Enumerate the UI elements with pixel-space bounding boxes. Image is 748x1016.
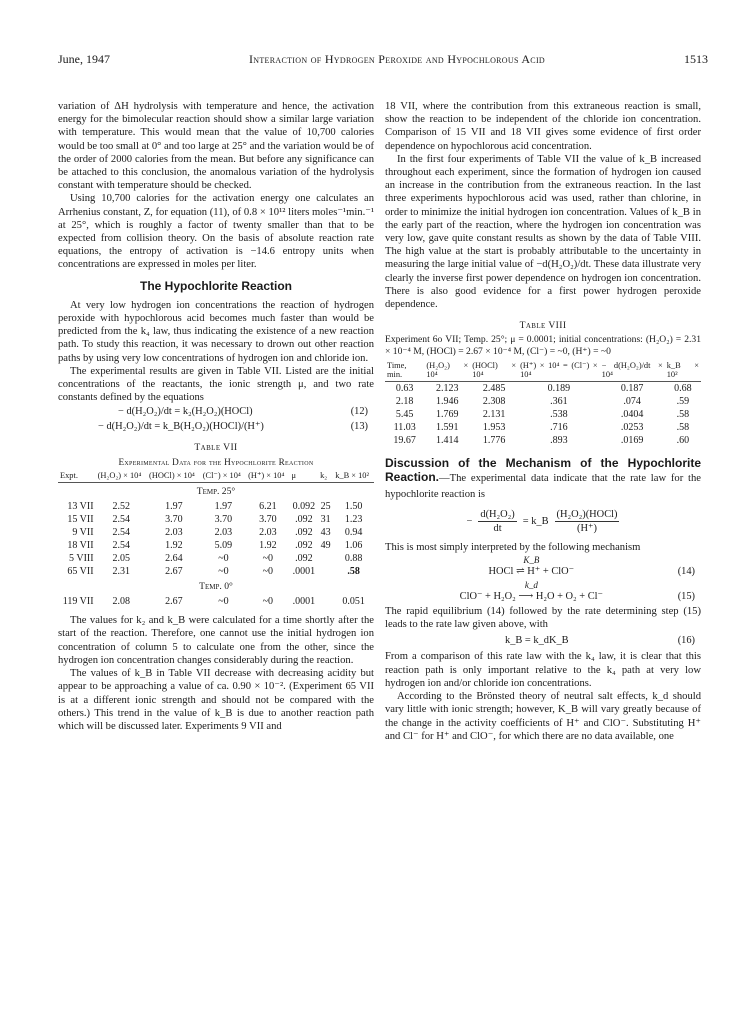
table-cell: .092 — [295, 514, 313, 526]
table-cell: 6.21 — [259, 501, 277, 513]
table-cell: 18 VII — [67, 540, 94, 552]
table-header: μ — [290, 471, 319, 483]
table-group-label: Temp. 0° — [199, 581, 233, 593]
table-cell: .092 — [295, 540, 313, 552]
discussion-heading — [385, 456, 701, 502]
table-cell: .0404 — [620, 408, 644, 420]
table-cell: 2.54 — [112, 514, 131, 526]
table-cell — [318, 565, 333, 578]
table-header: (Cl⁻) × 10⁴ — [201, 471, 246, 483]
paragraph: According to the Brönsted theory of neutral salt effects, k_d should vary little with ionic strength; however, K_B will vary greatly because of the change in the activity coefficients of H⁺ and ClO⁻. Substituting H⁺ and Cl⁻ for H⁺ and ClO⁻, for which there are no data available, one — [385, 691, 701, 742]
table-header: (H₂O₂) × 10⁴ — [424, 361, 470, 382]
paragraph: At very low hydrogen ion concentrations the reaction of hydrogen peroxide with hypochlorous acid becomes much faster than would be predicted from the k₄ law, thus indicating the existence of a new reaction path. To study this reaction, it was necessary to drown out other reaction paths by using very low concentrations of hydrogen ion and chloride ion. — [58, 299, 374, 364]
table-cell: 1.06 — [344, 540, 363, 552]
table-cell: 3.70 — [214, 514, 233, 526]
table-row — [385, 408, 701, 421]
table-cell: .893 — [550, 434, 568, 446]
table-cell: ~0 — [218, 553, 229, 565]
table-cell: 1.776 — [482, 434, 506, 446]
table-cell: .59 — [676, 395, 690, 407]
table-header: − d(H₂O₂)/dt × 10⁴ — [600, 361, 665, 382]
table-row — [58, 539, 374, 552]
table-cell: .074 — [623, 395, 641, 407]
table-header: k₂ — [318, 471, 333, 483]
table-cell: 5 VIII — [69, 553, 94, 565]
table-cell: 43 — [320, 527, 331, 539]
table-cell: 0.88 — [344, 553, 363, 565]
table-cell: 65 VII — [67, 566, 94, 578]
paragraph: 18 VII, where the contribution from this extraneous reaction is small, show the reaction to be independent of the chloride ion concentration. Comparison of 15 VII and 18 VII gives some evidence of first order dependence on hypochlorous acid concentration. — [385, 101, 701, 152]
paragraph: The values of k_B in Table VII decrease with decreasing acidity but appear to be approaching a value of ca. 0.90 × 10⁻². (Experiment 65 VII is at a different ionic strength and should not be compared with the others.) This trend in the value of k_B is due to another reaction path which will be discussed later. Experiments 9 VII and — [58, 668, 374, 732]
table-row — [58, 513, 374, 526]
equation-body: − d(H₂O₂)/dt = k_B(H₂O₂)(HOCl)/(H⁺) — [98, 420, 264, 432]
table-cell: 0.189 — [547, 382, 571, 394]
table-cell: 19.67 — [393, 434, 416, 446]
table-cell: 2.03 — [259, 527, 277, 539]
minus-sign: − — [466, 515, 473, 527]
equation-number: (16) — [677, 635, 695, 647]
table-cell: 2.485 — [482, 382, 506, 394]
equation-body — [385, 556, 678, 578]
table-cell: 2.08 — [112, 596, 131, 608]
table-cell: 2.31 — [112, 566, 131, 578]
table-cell: .58 — [676, 408, 690, 420]
equation-13 — [58, 420, 374, 433]
table-cell: 2.54 — [112, 527, 131, 539]
table-cell: 2.52 — [112, 501, 131, 513]
table-cell: 2.54 — [112, 540, 131, 552]
paragraph: The experimental results are given in Table VII. Listed are the initial concentrations of the reactants, the ionic strength μ, and two rate constants defined by the equations — [58, 365, 374, 404]
table-7-subcaption: Experimental Data for the Hypochlorite Reaction — [118, 457, 314, 468]
table-8 — [385, 361, 701, 447]
equation-body — [385, 581, 678, 603]
equation-body: − d(H₂O₂)/dt = k₂(H₂O₂)(HOCl) — [118, 406, 253, 418]
table-cell: 5.09 — [214, 540, 233, 552]
table-row — [58, 526, 374, 539]
table-cell — [318, 552, 333, 565]
section-heading: The Hypochlorite Reaction — [139, 278, 293, 293]
table-cell: .0001 — [292, 596, 316, 608]
table-cell: .092 — [295, 553, 313, 565]
table-row — [58, 595, 374, 608]
equation-text: HOCl ⇌ H⁺ + ClO⁻ — [488, 566, 575, 578]
table-row — [385, 421, 701, 434]
table-cell: 2.03 — [165, 527, 183, 539]
table-cell: ~0 — [218, 566, 229, 578]
table-8-note: Experiment 6o VII; Temp. 25°; μ = 0.0001; initial concentrations: (H₂O₂) = 2.31 × 10⁻⁴ M, (HOCl) = 2.67 × 10⁻⁴ M, (Cl⁻) = ~0, (H⁺) = ~0 — [385, 334, 701, 357]
table-cell: 5.45 — [395, 408, 414, 420]
table-header: (H₂O₂) × 10⁴ — [96, 471, 147, 483]
table-header: Time, min. — [385, 361, 424, 382]
rate-constant: = k_B — [522, 515, 549, 527]
numerator: (H₂O₂)(HOCl) — [555, 508, 620, 522]
table-cell: 1.97 — [165, 501, 183, 513]
equation-number: (12) — [350, 406, 368, 418]
table-7-body-25 — [58, 483, 374, 579]
table-cell: 1.23 — [344, 514, 363, 526]
table-cell: 25 — [320, 501, 331, 513]
paragraph: In the first four experiments of Table VII the value of k_B increased throughout each experiment, since the formation of hydrogen ion caused an increase in the contribution from the extraneous reaction. In the last three experiments hypochlorous acid was used, rather than chlorine, in order to minimize the initial hydrogen ion concentration. Values of k_B in the early part of the reaction, where the hydrogen ion concentration was very low, gave quite constant results as shown by the data of Table VIII. The high value at the start is probably attributable to the uncertainty in measuring the large initial value of −d(H₂O₂)/dt. These data illustrate very clearly the inverse first power dependence on hydrogen ion concentration. There is also good evidence for a first power hydrogen peroxide dependence. — [385, 153, 701, 311]
table-cell: 1.97 — [214, 501, 233, 513]
table-cell: 2.64 — [165, 553, 183, 565]
table-cell: 2.05 — [112, 553, 131, 565]
table-cell: .716 — [550, 421, 568, 433]
table-8-body — [385, 381, 701, 447]
page-header — [58, 52, 708, 70]
fraction — [478, 508, 516, 535]
page-number: 1513 — [683, 52, 708, 66]
paragraph: Using 10,700 calories for the activation energy one calculates an Arrhenius constant, Z, for equation (11), of 0.8 × 10¹² liters moles⁻¹min.⁻¹ at 25°, which is roughly a factor of twenty smaller than that to be expected from collision theory. On the basis of absolute reaction rate equations, the entropy of activation is −14.6 entropy units when concentrations are expressed in moles per liter. — [58, 193, 374, 271]
table-header: k_B × 10² — [333, 471, 374, 483]
table-cell: .538 — [550, 408, 568, 420]
table-cell: 49 — [320, 540, 331, 552]
paragraph: —The experimental data indicate that the rate law for the hypochlorite reaction is — [385, 472, 701, 500]
table-cell: 0.051 — [342, 596, 365, 608]
table-cell: 1.769 — [436, 408, 459, 420]
table-cell — [318, 595, 333, 608]
running-title: Interaction of Hydrogen Peroxide and Hypochlorous Acid — [249, 52, 545, 66]
table-cell: 11.03 — [393, 421, 416, 433]
table-row — [58, 500, 374, 513]
table-cell: 0.187 — [620, 382, 644, 394]
table-cell: ~0 — [262, 566, 274, 578]
equation-number: (13) — [350, 420, 368, 432]
rate-law — [385, 508, 701, 535]
left-column — [58, 100, 374, 733]
table-cell: 1.953 — [482, 421, 506, 433]
denominator: dt — [493, 523, 502, 535]
table-cell: .0169 — [620, 434, 644, 446]
table-cell: 0.94 — [344, 527, 363, 539]
table-cell: ~0 — [262, 553, 274, 565]
table-7-body-0 — [58, 578, 374, 608]
equation-15 — [385, 581, 701, 603]
table-cell: 2.18 — [395, 395, 414, 407]
table-cell: .092 — [295, 527, 313, 539]
table-cell: 2.67 — [165, 566, 183, 578]
equation-number: (15) — [677, 590, 695, 602]
paragraph: variation of ΔH hydrolysis with temperature and hence, the activation energy for the bimolecular reaction should show a similar large variation with temperature. This would mean that the value of 10,700 calories would be too small at 0° and too large at 25° and the variation would be of the order of 2000 calories from the mean. But before any significance can be attached to this conclusion, the anomalous variation of the hydrolysis constant with temperature should be checked. — [58, 101, 375, 192]
table-cell: .0253 — [620, 421, 644, 433]
table-cell: 2.67 — [165, 596, 183, 608]
table-row — [58, 552, 374, 565]
equilibrium-constant: K_B — [523, 555, 540, 566]
table-header: (H⁺) × 10⁴ = (Cl⁻) × 10⁴ — [518, 361, 600, 382]
equation-14 — [385, 556, 701, 578]
equation-16 — [385, 634, 701, 647]
table-cell: 13 VII — [67, 501, 94, 513]
paragraph: This is most simply interpreted by the following mechanism — [385, 542, 641, 554]
table-cell: .60 — [676, 434, 690, 446]
table-cell: 2.131 — [482, 408, 506, 420]
table-cell: 1.414 — [436, 434, 459, 446]
table-cell: 1.92 — [259, 540, 277, 552]
table-cell: .0001 — [292, 566, 316, 578]
table-cell: 0.68 — [674, 382, 692, 394]
table-cell: 0.63 — [395, 382, 414, 394]
table-row — [58, 565, 374, 578]
table-cell: 1.591 — [436, 421, 459, 433]
table-cell: 0.092 — [292, 501, 316, 513]
table-header: k_B × 10² — [665, 361, 701, 382]
equation-text: ClO⁻ + H₂O₂ ⟶ H₂O + O₂ + Cl⁻ — [459, 590, 604, 602]
table-cell: 31 — [320, 514, 331, 526]
table-group-label: Temp. 25° — [196, 486, 236, 498]
table-header: (HOCl) × 10⁴ — [147, 471, 201, 483]
table-cell: 2.308 — [482, 395, 506, 407]
table-7 — [58, 471, 374, 608]
table-cell: 1.946 — [436, 395, 459, 407]
rate-constant: k_d — [524, 579, 538, 590]
table-cell: 3.70 — [165, 514, 183, 526]
table-cell: ~0 — [218, 596, 229, 608]
table-cell: 2.03 — [214, 527, 233, 539]
fraction — [555, 508, 620, 535]
equation-body: k_B = k_dK_B — [505, 635, 569, 647]
table-7-caption: Table VII — [194, 441, 238, 453]
numerator: d(H₂O₂) — [478, 508, 516, 522]
table-cell: 1.92 — [165, 540, 183, 552]
table-cell: ~0 — [262, 596, 274, 608]
table-row — [385, 434, 701, 447]
table-cell: 15 VII — [67, 514, 94, 526]
denominator: (H⁺) — [577, 523, 597, 535]
table-cell: .361 — [550, 395, 568, 407]
table-header: (HOCl) × 10⁴ — [470, 361, 518, 382]
table-cell: 119 VII — [62, 596, 94, 608]
table-cell: 1.50 — [344, 501, 363, 513]
paragraph: The values for k₂ and k_B were calculated for a time shortly after the start of the reaction. Therefore, one cannot use the initial hydrogen ion concentration of column 5 to calculate one from the other, since the hydrogen ion concentration changes considerably during the reaction. — [58, 615, 374, 666]
table-row — [385, 395, 701, 408]
table-8-caption: Table VIII — [519, 320, 567, 332]
table-cell: .58 — [347, 566, 360, 578]
equation-number: (14) — [677, 566, 695, 578]
heading-text: Discussion of the Mechanism of the Hypochlorite Reaction. — [385, 455, 701, 484]
table-header: (H⁺) × 10⁴ — [246, 471, 289, 483]
table-row — [385, 381, 701, 395]
table-cell: 2.123 — [436, 382, 459, 394]
table-header: Expt. — [58, 471, 96, 483]
paragraph: The rapid equilibrium (14) followed by the rate determining step (15) leads to the rate law given above, with — [385, 605, 701, 631]
table-cell: 9 VII — [72, 527, 94, 539]
equation-12 — [58, 405, 374, 418]
table-cell: .58 — [676, 421, 690, 433]
table-cell: 3.70 — [259, 514, 277, 526]
header-date: June, 1947 — [58, 52, 110, 66]
right-column — [385, 100, 701, 743]
paragraph: From a comparison of this rate law with the k₄ law, it is clear that this reaction path is only important relative to the k₄ path at very low hydrogen ion and/or chloride ion concentrations. — [385, 651, 701, 689]
